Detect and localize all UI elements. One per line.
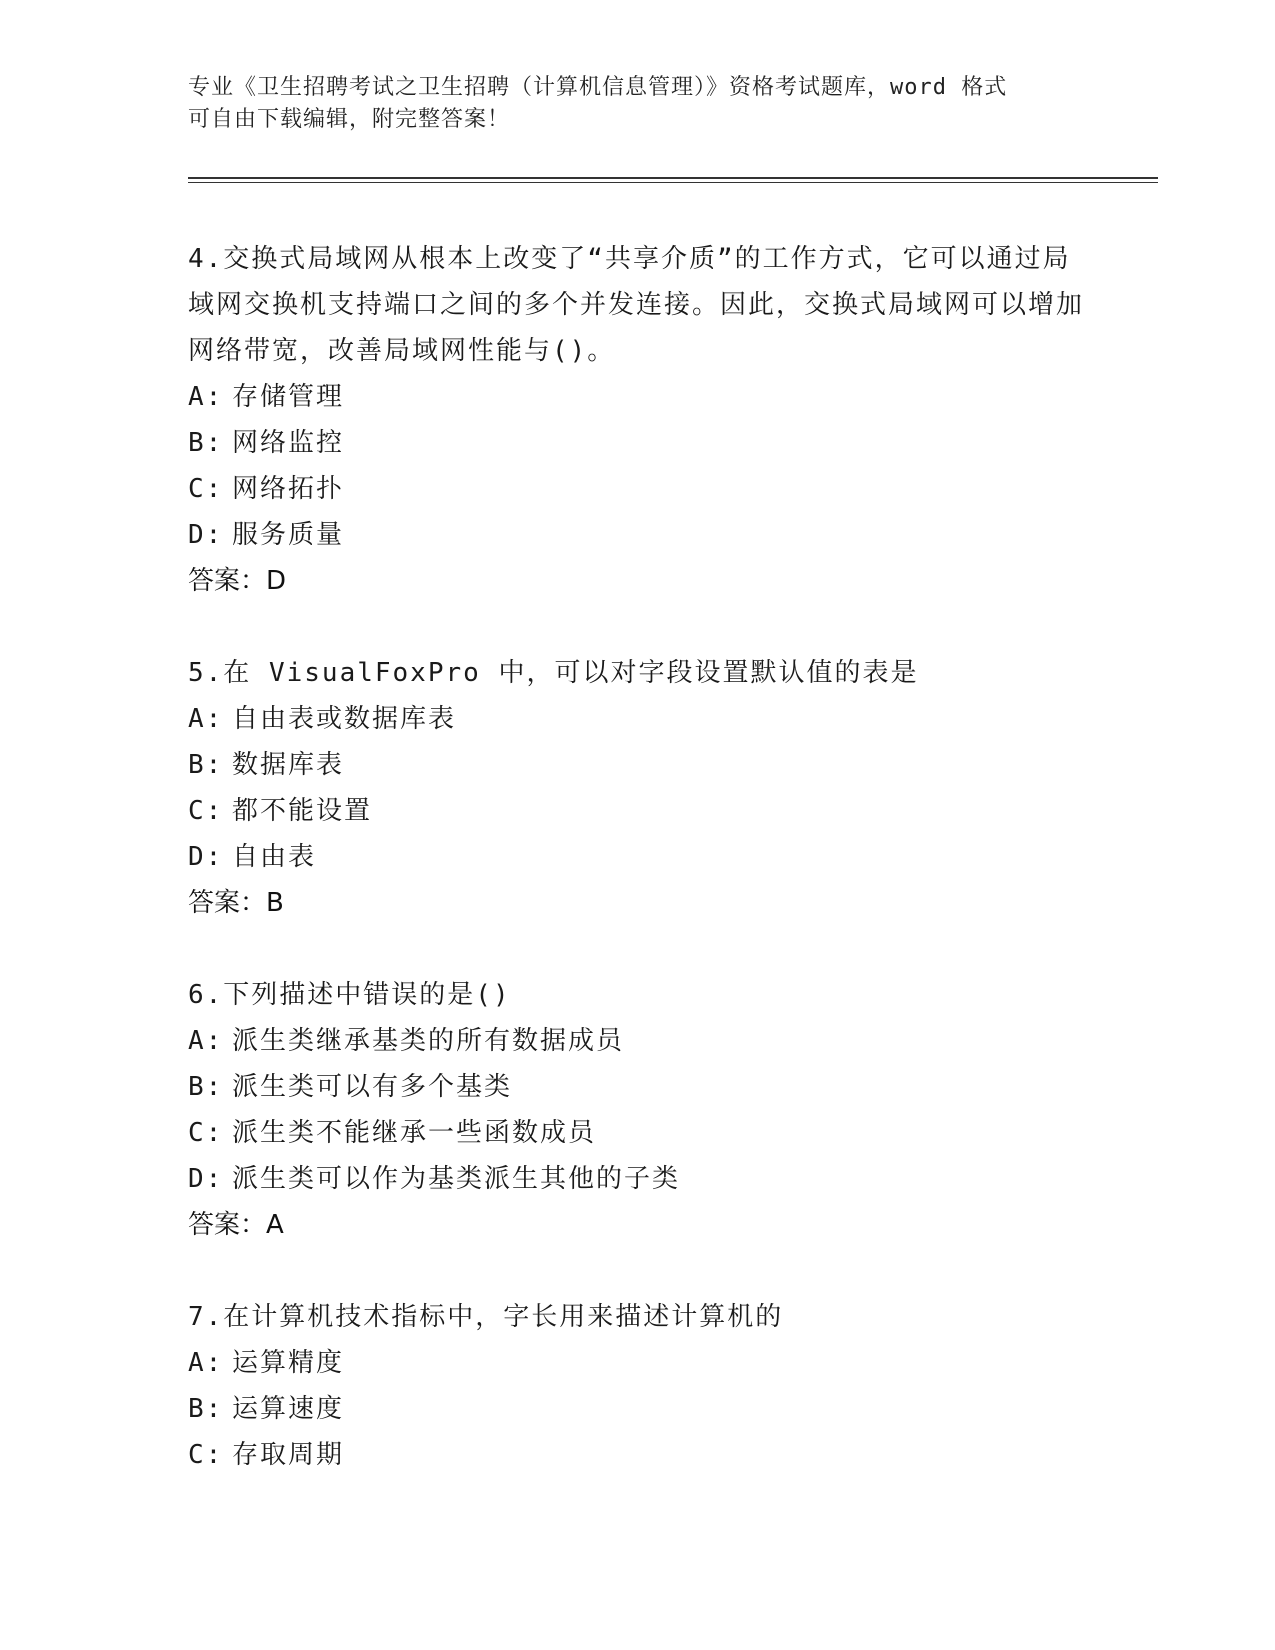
- option-text: 自由表或数据库表: [232, 704, 457, 734]
- question-list: [188, 236, 1088, 1524]
- option-key: B:: [188, 1072, 224, 1102]
- question-stem: 7.在计算机技术指标中，字长用来描述计算机的: [188, 1302, 784, 1332]
- option-a: [188, 1340, 1088, 1386]
- option-key: A:: [188, 1026, 224, 1056]
- question-4: [188, 236, 1088, 604]
- question-6: [188, 972, 1088, 1248]
- option-d: [188, 834, 1088, 880]
- answer-line: 答案：B: [188, 888, 284, 918]
- option-text: 数据库表: [232, 750, 345, 780]
- option-key: A:: [188, 382, 224, 412]
- option-text: 存储管理: [232, 382, 345, 412]
- option-text: 都不能设置: [232, 796, 373, 826]
- option-text: 派生类不能继承一些函数成员: [232, 1118, 597, 1148]
- option-text: 存取周期: [232, 1440, 345, 1470]
- option-key: B:: [188, 750, 224, 780]
- option-text: 自由表: [232, 842, 317, 872]
- option-text: 运算精度: [232, 1348, 345, 1378]
- option-key: D:: [188, 1164, 224, 1194]
- option-key: C:: [188, 474, 224, 504]
- option-a: [188, 696, 1088, 742]
- option-text: 服务质量: [232, 520, 345, 550]
- option-text: 派生类继承基类的所有数据成员: [232, 1026, 625, 1056]
- option-key: B:: [188, 428, 224, 458]
- option-key: C:: [188, 1440, 224, 1470]
- question-5: [188, 650, 1088, 926]
- header-divider-thin: [188, 182, 1158, 183]
- question-stem: 4.交换式局域网从根本上改变了“共享介质”的工作方式，它可以通过局域网交换机支持端口之间的多个并发连接。因此，交换式局域网可以增加网络带宽，改善局域网性能与()。: [188, 244, 1085, 366]
- option-key: A:: [188, 704, 224, 734]
- option-b: [188, 1064, 1088, 1110]
- header-line-2: 可自由下载编辑，附完整答案！: [188, 107, 511, 132]
- option-b: [188, 742, 1088, 788]
- option-a: [188, 1018, 1088, 1064]
- answer-line: 答案：A: [188, 1210, 284, 1240]
- option-d: [188, 512, 1088, 558]
- option-key: D:: [188, 842, 224, 872]
- option-text: 网络拓扑: [232, 474, 345, 504]
- question-stem: 5.在 VisualFoxPro 中，可以对字段设置默认值的表是: [188, 658, 919, 688]
- option-c: [188, 788, 1088, 834]
- option-key: B:: [188, 1394, 224, 1424]
- header-line-1: 专业《卫生招聘考试之卫生招聘（计算机信息管理）》资格考试题库，word 格式: [188, 75, 1008, 100]
- header-divider: [188, 177, 1158, 179]
- option-key: C:: [188, 1118, 224, 1148]
- option-b: [188, 1386, 1088, 1432]
- option-key: C:: [188, 796, 224, 826]
- option-d: [188, 1156, 1088, 1202]
- option-b: [188, 420, 1088, 466]
- option-text: 运算速度: [232, 1394, 345, 1424]
- question-7: [188, 1294, 1088, 1478]
- option-text: 派生类可以作为基类派生其他的子类: [232, 1164, 681, 1194]
- option-c: [188, 1110, 1088, 1156]
- option-text: 派生类可以有多个基类: [232, 1072, 513, 1102]
- option-key: A:: [188, 1348, 224, 1378]
- option-c: [188, 1432, 1088, 1478]
- option-c: [188, 466, 1088, 512]
- option-key: D:: [188, 520, 224, 550]
- answer-line: 答案：D: [188, 566, 287, 596]
- option-text: 网络监控: [232, 428, 345, 458]
- document-header: [188, 72, 1088, 136]
- question-stem: 6.下列描述中错误的是(): [188, 980, 511, 1010]
- option-a: [188, 374, 1088, 420]
